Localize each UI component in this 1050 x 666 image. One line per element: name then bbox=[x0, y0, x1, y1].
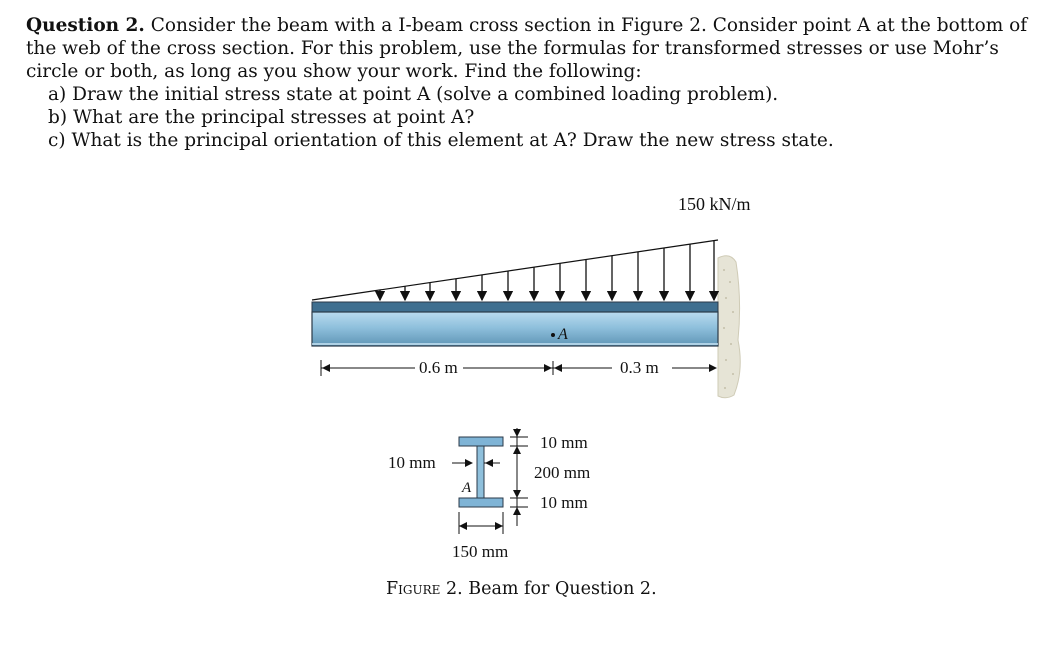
flange-width-dim bbox=[459, 512, 503, 534]
figure-caption bbox=[386, 579, 657, 599]
i-beam-section bbox=[459, 437, 503, 507]
caption-text: 2. Beam for Question 2. bbox=[445, 579, 657, 599]
flange-width-label: 150 mm bbox=[452, 542, 509, 561]
fixed-wall bbox=[718, 256, 740, 398]
caption-figure-word: Figure bbox=[386, 579, 441, 599]
flange-bottom-label: 10 mm bbox=[540, 493, 588, 512]
height-dims bbox=[510, 428, 528, 526]
web-height-label: 200 mm bbox=[534, 463, 591, 482]
question-label: Question 2. bbox=[26, 15, 145, 36]
flange-top-label: 10 mm bbox=[540, 433, 588, 452]
load-arrows bbox=[380, 241, 714, 300]
dim-right-label: 0.3 m bbox=[620, 358, 659, 377]
point-a-dot bbox=[551, 333, 555, 337]
question-item-c: c) What is the principal orientation of this element at A? Draw the new stress state. bbox=[48, 130, 834, 151]
question-text: Consider the beam with a I-beam cross section in Figure 2. Consider point A at the bottom of the web of the cross section. For this problem, use the formulas for transformed stresses or use Mohr’s circle or both, as long as you show your work. Find the following: bbox=[26, 15, 1028, 82]
web-thickness-label: 10 mm bbox=[388, 453, 436, 472]
dim-left-label: 0.6 m bbox=[419, 358, 458, 377]
point-a-label: A bbox=[558, 326, 568, 343]
beam-top-strip bbox=[312, 302, 718, 312]
question-item-b: b) What are the principal stresses at point A? bbox=[48, 107, 475, 128]
load-line bbox=[312, 240, 718, 300]
question-item-a: a) Draw the initial stress state at point A (solve a combined loading problem). bbox=[48, 84, 779, 105]
section-point-label: A bbox=[462, 480, 472, 496]
load-label: 150 kN/m bbox=[678, 194, 751, 214]
beam-body bbox=[312, 312, 718, 346]
